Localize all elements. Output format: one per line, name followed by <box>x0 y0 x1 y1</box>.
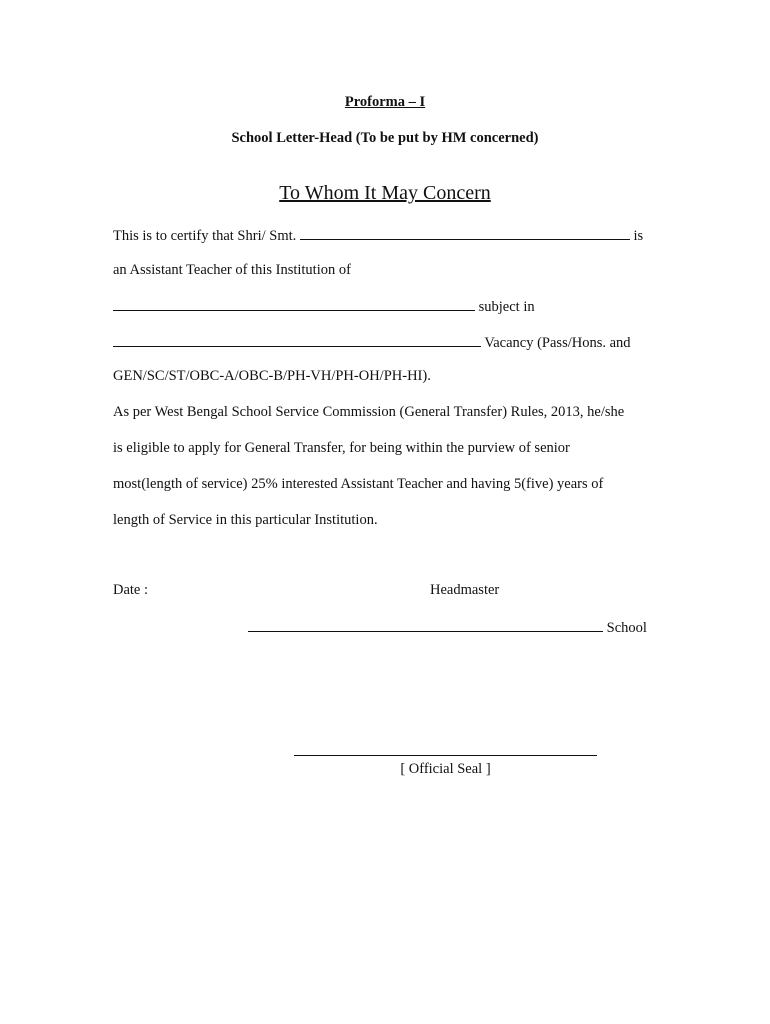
subject-name-blank <box>113 332 481 347</box>
certify-is-text: is <box>633 228 644 244</box>
date-label: Date : <box>113 582 149 598</box>
teacher-name-blank <box>300 225 630 240</box>
school-line <box>248 617 647 637</box>
subject-in-text: subject in <box>478 299 535 315</box>
headmaster-label: Headmaster <box>430 582 500 598</box>
category-line: GEN/SC/ST/OBC-A/OBC-B/PH-VH/PH-OH/PH-HI). <box>113 368 431 384</box>
official-seal-label: [ Official Seal ] <box>400 761 491 777</box>
vacancy-text: Vacancy (Pass/Hons. and <box>484 335 631 351</box>
seal-signature-line <box>294 755 597 756</box>
subject-line <box>113 296 535 316</box>
vacancy-line <box>113 332 631 352</box>
rules-line: As per West Bengal School Service Commission (General Transfer) Rules, 2013, he/she <box>113 404 625 420</box>
letterhead-note: School Letter-Head (To be put by HM concerned) <box>231 130 539 146</box>
seniority-line: most(length of service) 25% interested Assistant Teacher and having 5(five) years of <box>113 476 604 492</box>
institution-line: an Assistant Teacher of this Institution of <box>113 262 351 278</box>
eligibility-line: is eligible to apply for General Transfer, for being within the purview of senior <box>113 440 570 456</box>
institution-name-blank <box>113 296 475 311</box>
certify-text: This is to certify that Shri/ Smt. <box>113 228 297 244</box>
service-line: length of Service in this particular Institution. <box>113 512 378 528</box>
proforma-title: Proforma – I <box>344 94 426 110</box>
school-name-blank <box>248 617 603 632</box>
certify-line <box>113 225 643 245</box>
school-label: School <box>606 620 647 636</box>
page-title: To Whom It May Concern <box>279 182 491 204</box>
